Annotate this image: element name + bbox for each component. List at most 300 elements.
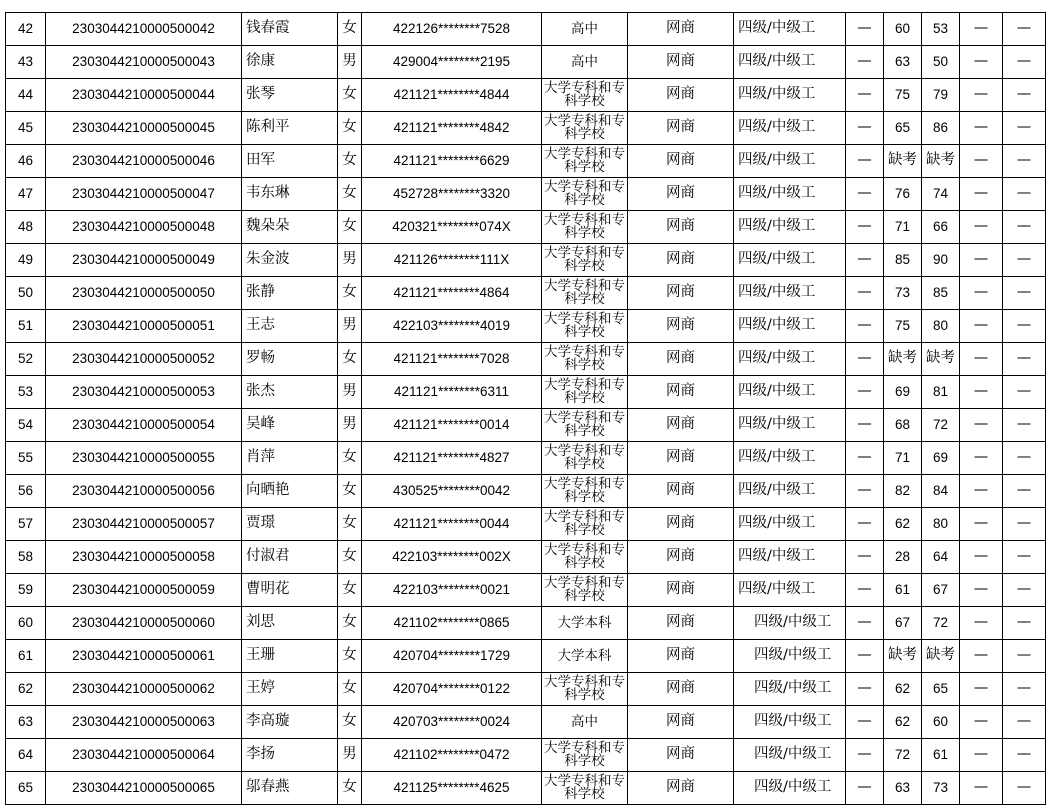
table-row xyxy=(6,640,1046,673)
dash-cell-cell: — xyxy=(960,673,1003,706)
id-card-number-cell: 421121********4842 xyxy=(362,112,542,145)
gender-cell: 女 xyxy=(338,79,362,112)
education-cell: 大学专科和专科学校 xyxy=(542,277,628,310)
practical-score-cell: 缺考 xyxy=(922,145,960,178)
skill-level-cell: 四级/中级工 xyxy=(734,442,846,475)
dash-cell-cell: — xyxy=(960,739,1003,772)
ticket-number-cell: 2303044210000500056 xyxy=(46,475,242,508)
id-card-number-cell: 429004********2195 xyxy=(362,46,542,79)
theory-score-cell: 68 xyxy=(884,409,922,442)
skill-level-cell: 四级/中级工 xyxy=(734,376,846,409)
dash-cell-cell: — xyxy=(1003,640,1046,673)
practical-score-cell: 61 xyxy=(922,739,960,772)
theory-score-cell: 75 xyxy=(884,79,922,112)
table-row xyxy=(6,178,1046,211)
candidate-name-cell: 王珊 xyxy=(242,640,338,673)
skill-level-cell: 四级/中级工 xyxy=(734,475,846,508)
gender-cell: 女 xyxy=(338,508,362,541)
ticket-number-cell: 2303044210000500057 xyxy=(46,508,242,541)
practical-score-cell: 72 xyxy=(922,409,960,442)
theory-score-cell: 72 xyxy=(884,739,922,772)
row-number-cell: 62 xyxy=(6,673,46,706)
gender-cell: 男 xyxy=(338,46,362,79)
ticket-number-cell: 2303044210000500064 xyxy=(46,739,242,772)
table-row xyxy=(6,112,1046,145)
practical-score-cell: 90 xyxy=(922,244,960,277)
theory-score-cell: 28 xyxy=(884,541,922,574)
theory-score-cell: 67 xyxy=(884,607,922,640)
id-card-number-cell: 421121********4827 xyxy=(362,442,542,475)
education-cell: 大学专科和专科学校 xyxy=(542,244,628,277)
skill-level-cell: 四级/中级工 xyxy=(734,541,846,574)
row-number-cell: 57 xyxy=(6,508,46,541)
dash-cell-cell: — xyxy=(846,607,884,640)
candidate-name-cell: 罗畅 xyxy=(242,343,338,376)
table-row xyxy=(6,376,1046,409)
dash-cell-cell: — xyxy=(846,640,884,673)
ticket-number-cell: 2303044210000500058 xyxy=(46,541,242,574)
occupation-cell: 网商 xyxy=(628,79,734,112)
candidate-name-cell: 陈利平 xyxy=(242,112,338,145)
dash-cell-cell: — xyxy=(960,442,1003,475)
dash-cell-cell: — xyxy=(846,541,884,574)
practical-score-cell: 53 xyxy=(922,13,960,46)
dash-cell-cell: — xyxy=(1003,607,1046,640)
occupation-cell: 网商 xyxy=(628,343,734,376)
candidate-name-cell: 吴峰 xyxy=(242,409,338,442)
row-number-cell: 59 xyxy=(6,574,46,607)
dash-cell-cell: — xyxy=(1003,13,1046,46)
dash-cell-cell: — xyxy=(960,409,1003,442)
gender-cell: 女 xyxy=(338,442,362,475)
ticket-number-cell: 2303044210000500046 xyxy=(46,145,242,178)
table-row xyxy=(6,409,1046,442)
dash-cell-cell: — xyxy=(846,79,884,112)
education-cell: 大学专科和专科学校 xyxy=(542,376,628,409)
dash-cell-cell: — xyxy=(960,13,1003,46)
dash-cell-cell: — xyxy=(846,244,884,277)
dash-cell-cell: — xyxy=(846,145,884,178)
table-row xyxy=(6,772,1046,805)
education-cell: 大学专科和专科学校 xyxy=(542,211,628,244)
candidate-name-cell: 徐康 xyxy=(242,46,338,79)
skill-level-cell: 四级/中级工 xyxy=(734,46,846,79)
dash-cell-cell: — xyxy=(960,145,1003,178)
table-row xyxy=(6,244,1046,277)
occupation-cell: 网商 xyxy=(628,640,734,673)
gender-cell: 女 xyxy=(338,178,362,211)
dash-cell-cell: — xyxy=(846,178,884,211)
skill-level-cell: 四级/中级工 xyxy=(734,640,846,673)
row-number-cell: 53 xyxy=(6,376,46,409)
id-card-number-cell: 422103********0021 xyxy=(362,574,542,607)
candidate-name-cell: 贾璟 xyxy=(242,508,338,541)
theory-score-cell: 71 xyxy=(884,211,922,244)
candidate-name-cell: 向晒艳 xyxy=(242,475,338,508)
ticket-number-cell: 2303044210000500054 xyxy=(46,409,242,442)
dash-cell-cell: — xyxy=(846,475,884,508)
education-cell: 大学专科和专科学校 xyxy=(542,178,628,211)
row-number-cell: 58 xyxy=(6,541,46,574)
theory-score-cell: 62 xyxy=(884,673,922,706)
results-table xyxy=(5,12,1046,805)
dash-cell-cell: — xyxy=(846,112,884,145)
skill-level-cell: 四级/中级工 xyxy=(734,508,846,541)
occupation-cell: 网商 xyxy=(628,541,734,574)
education-cell: 大学专科和专科学校 xyxy=(542,541,628,574)
id-card-number-cell: 452728********3320 xyxy=(362,178,542,211)
education-cell: 大学专科和专科学校 xyxy=(542,79,628,112)
education-cell: 高中 xyxy=(542,46,628,79)
education-cell: 大学本科 xyxy=(542,640,628,673)
row-number-cell: 63 xyxy=(6,706,46,739)
dash-cell-cell: — xyxy=(1003,112,1046,145)
dash-cell-cell: — xyxy=(960,178,1003,211)
dash-cell-cell: — xyxy=(1003,277,1046,310)
education-cell: 大学专科和专科学校 xyxy=(542,475,628,508)
dash-cell-cell: — xyxy=(846,343,884,376)
ticket-number-cell: 2303044210000500043 xyxy=(46,46,242,79)
theory-score-cell: 63 xyxy=(884,46,922,79)
practical-score-cell: 缺考 xyxy=(922,640,960,673)
candidate-name-cell: 张静 xyxy=(242,277,338,310)
dash-cell-cell: — xyxy=(1003,178,1046,211)
ticket-number-cell: 2303044210000500049 xyxy=(46,244,242,277)
table-row xyxy=(6,574,1046,607)
id-card-number-cell: 421121********0044 xyxy=(362,508,542,541)
skill-level-cell: 四级/中级工 xyxy=(734,310,846,343)
dash-cell-cell: — xyxy=(960,376,1003,409)
theory-score-cell: 缺考 xyxy=(884,145,922,178)
gender-cell: 女 xyxy=(338,574,362,607)
education-cell: 大学专科和专科学校 xyxy=(542,739,628,772)
education-cell: 大学专科和专科学校 xyxy=(542,772,628,805)
row-number-cell: 46 xyxy=(6,145,46,178)
id-card-number-cell: 421121********6629 xyxy=(362,145,542,178)
dash-cell-cell: — xyxy=(1003,541,1046,574)
table-row xyxy=(6,79,1046,112)
gender-cell: 女 xyxy=(338,673,362,706)
theory-score-cell: 73 xyxy=(884,277,922,310)
dash-cell-cell: — xyxy=(846,46,884,79)
practical-score-cell: 74 xyxy=(922,178,960,211)
table-body xyxy=(6,13,1046,805)
skill-level-cell: 四级/中级工 xyxy=(734,13,846,46)
table-row xyxy=(6,343,1046,376)
id-card-number-cell: 422103********002X xyxy=(362,541,542,574)
occupation-cell: 网商 xyxy=(628,46,734,79)
occupation-cell: 网商 xyxy=(628,244,734,277)
id-card-number-cell: 421126********111X xyxy=(362,244,542,277)
candidate-name-cell: 李扬 xyxy=(242,739,338,772)
table-row xyxy=(6,739,1046,772)
theory-score-cell: 62 xyxy=(884,508,922,541)
education-cell: 大学专科和专科学校 xyxy=(542,343,628,376)
practical-score-cell: 80 xyxy=(922,310,960,343)
dash-cell-cell: — xyxy=(960,508,1003,541)
candidate-name-cell: 曹明花 xyxy=(242,574,338,607)
education-cell: 大学专科和专科学校 xyxy=(542,673,628,706)
dash-cell-cell: — xyxy=(1003,310,1046,343)
education-cell: 高中 xyxy=(542,706,628,739)
practical-score-cell: 65 xyxy=(922,673,960,706)
id-card-number-cell: 430525********0042 xyxy=(362,475,542,508)
occupation-cell: 网商 xyxy=(628,112,734,145)
candidate-name-cell: 韦东琳 xyxy=(242,178,338,211)
table-row xyxy=(6,475,1046,508)
dash-cell-cell: — xyxy=(960,79,1003,112)
dash-cell-cell: — xyxy=(846,442,884,475)
row-number-cell: 55 xyxy=(6,442,46,475)
ticket-number-cell: 2303044210000500062 xyxy=(46,673,242,706)
dash-cell-cell: — xyxy=(960,541,1003,574)
dash-cell-cell: — xyxy=(960,310,1003,343)
skill-level-cell: 四级/中级工 xyxy=(734,211,846,244)
skill-level-cell: 四级/中级工 xyxy=(734,112,846,145)
education-cell: 大学专科和专科学校 xyxy=(542,409,628,442)
practical-score-cell: 69 xyxy=(922,442,960,475)
id-card-number-cell: 421102********0472 xyxy=(362,739,542,772)
gender-cell: 女 xyxy=(338,343,362,376)
table-row xyxy=(6,13,1046,46)
candidate-name-cell: 田军 xyxy=(242,145,338,178)
candidate-name-cell: 魏朵朵 xyxy=(242,211,338,244)
theory-score-cell: 75 xyxy=(884,310,922,343)
ticket-number-cell: 2303044210000500060 xyxy=(46,607,242,640)
dash-cell-cell: — xyxy=(960,607,1003,640)
row-number-cell: 65 xyxy=(6,772,46,805)
id-card-number-cell: 421121********0014 xyxy=(362,409,542,442)
ticket-number-cell: 2303044210000500065 xyxy=(46,772,242,805)
id-card-number-cell: 421121********4864 xyxy=(362,277,542,310)
gender-cell: 女 xyxy=(338,640,362,673)
candidate-name-cell: 刘思 xyxy=(242,607,338,640)
ticket-number-cell: 2303044210000500044 xyxy=(46,79,242,112)
skill-level-cell: 四级/中级工 xyxy=(734,244,846,277)
gender-cell: 女 xyxy=(338,145,362,178)
dash-cell-cell: — xyxy=(1003,673,1046,706)
theory-score-cell: 缺考 xyxy=(884,640,922,673)
gender-cell: 男 xyxy=(338,739,362,772)
skill-level-cell: 四级/中级工 xyxy=(734,79,846,112)
practical-score-cell: 84 xyxy=(922,475,960,508)
id-card-number-cell: 421121********4844 xyxy=(362,79,542,112)
ticket-number-cell: 2303044210000500045 xyxy=(46,112,242,145)
dash-cell-cell: — xyxy=(960,46,1003,79)
skill-level-cell: 四级/中级工 xyxy=(734,145,846,178)
practical-score-cell: 64 xyxy=(922,541,960,574)
gender-cell: 女 xyxy=(338,13,362,46)
id-card-number-cell: 422103********4019 xyxy=(362,310,542,343)
table-row xyxy=(6,673,1046,706)
skill-level-cell: 四级/中级工 xyxy=(734,772,846,805)
table-row xyxy=(6,145,1046,178)
row-number-cell: 45 xyxy=(6,112,46,145)
ticket-number-cell: 2303044210000500055 xyxy=(46,442,242,475)
dash-cell-cell: — xyxy=(960,211,1003,244)
dash-cell-cell: — xyxy=(1003,145,1046,178)
dash-cell-cell: — xyxy=(846,574,884,607)
candidate-name-cell: 付淑君 xyxy=(242,541,338,574)
gender-cell: 男 xyxy=(338,409,362,442)
id-card-number-cell: 422126********7528 xyxy=(362,13,542,46)
practical-score-cell: 缺考 xyxy=(922,343,960,376)
dash-cell-cell: — xyxy=(1003,244,1046,277)
education-cell: 大学专科和专科学校 xyxy=(542,442,628,475)
dash-cell-cell: — xyxy=(1003,475,1046,508)
dash-cell-cell: — xyxy=(1003,508,1046,541)
dash-cell-cell: — xyxy=(960,475,1003,508)
id-card-number-cell: 421121********7028 xyxy=(362,343,542,376)
gender-cell: 女 xyxy=(338,277,362,310)
table-row xyxy=(6,541,1046,574)
row-number-cell: 50 xyxy=(6,277,46,310)
id-card-number-cell: 420704********1729 xyxy=(362,640,542,673)
skill-level-cell: 四级/中级工 xyxy=(734,409,846,442)
candidate-name-cell: 李高璇 xyxy=(242,706,338,739)
gender-cell: 男 xyxy=(338,244,362,277)
dash-cell-cell: — xyxy=(960,112,1003,145)
ticket-number-cell: 2303044210000500047 xyxy=(46,178,242,211)
dash-cell-cell: — xyxy=(1003,772,1046,805)
practical-score-cell: 66 xyxy=(922,211,960,244)
gender-cell: 男 xyxy=(338,376,362,409)
skill-level-cell: 四级/中级工 xyxy=(734,673,846,706)
table-row xyxy=(6,310,1046,343)
table-row xyxy=(6,442,1046,475)
row-number-cell: 43 xyxy=(6,46,46,79)
occupation-cell: 网商 xyxy=(628,13,734,46)
occupation-cell: 网商 xyxy=(628,508,734,541)
occupation-cell: 网商 xyxy=(628,739,734,772)
candidate-name-cell: 王婷 xyxy=(242,673,338,706)
education-cell: 大学专科和专科学校 xyxy=(542,310,628,343)
gender-cell: 女 xyxy=(338,112,362,145)
education-cell: 大学专科和专科学校 xyxy=(542,508,628,541)
ticket-number-cell: 2303044210000500051 xyxy=(46,310,242,343)
education-cell: 大学专科和专科学校 xyxy=(542,574,628,607)
row-number-cell: 44 xyxy=(6,79,46,112)
dash-cell-cell: — xyxy=(1003,46,1046,79)
gender-cell: 女 xyxy=(338,706,362,739)
theory-score-cell: 82 xyxy=(884,475,922,508)
practical-score-cell: 80 xyxy=(922,508,960,541)
education-cell: 大学本科 xyxy=(542,607,628,640)
dash-cell-cell: — xyxy=(1003,343,1046,376)
dash-cell-cell: — xyxy=(1003,409,1046,442)
occupation-cell: 网商 xyxy=(628,376,734,409)
ticket-number-cell: 2303044210000500059 xyxy=(46,574,242,607)
row-number-cell: 56 xyxy=(6,475,46,508)
table-row xyxy=(6,211,1046,244)
occupation-cell: 网商 xyxy=(628,310,734,343)
dash-cell-cell: — xyxy=(960,277,1003,310)
theory-score-cell: 61 xyxy=(884,574,922,607)
row-number-cell: 52 xyxy=(6,343,46,376)
ticket-number-cell: 2303044210000500061 xyxy=(46,640,242,673)
dash-cell-cell: — xyxy=(1003,706,1046,739)
candidate-name-cell: 钱春霞 xyxy=(242,13,338,46)
table-row xyxy=(6,607,1046,640)
dash-cell-cell: — xyxy=(846,409,884,442)
dash-cell-cell: — xyxy=(960,706,1003,739)
dash-cell-cell: — xyxy=(846,277,884,310)
dash-cell-cell: — xyxy=(846,376,884,409)
education-cell: 大学专科和专科学校 xyxy=(542,145,628,178)
education-cell: 大学专科和专科学校 xyxy=(542,112,628,145)
dash-cell-cell: — xyxy=(960,772,1003,805)
theory-score-cell: 76 xyxy=(884,178,922,211)
dash-cell-cell: — xyxy=(846,673,884,706)
table-row xyxy=(6,277,1046,310)
theory-score-cell: 缺考 xyxy=(884,343,922,376)
practical-score-cell: 60 xyxy=(922,706,960,739)
occupation-cell: 网商 xyxy=(628,277,734,310)
candidate-name-cell: 邬春燕 xyxy=(242,772,338,805)
dash-cell-cell: — xyxy=(846,739,884,772)
dash-cell-cell: — xyxy=(960,574,1003,607)
table-row xyxy=(6,706,1046,739)
candidate-name-cell: 王志 xyxy=(242,310,338,343)
id-card-number-cell: 420703********0024 xyxy=(362,706,542,739)
dash-cell-cell: — xyxy=(846,706,884,739)
candidate-name-cell: 张杰 xyxy=(242,376,338,409)
skill-level-cell: 四级/中级工 xyxy=(734,178,846,211)
id-card-number-cell: 421102********0865 xyxy=(362,607,542,640)
gender-cell: 女 xyxy=(338,607,362,640)
occupation-cell: 网商 xyxy=(628,574,734,607)
dash-cell-cell: — xyxy=(960,244,1003,277)
row-number-cell: 64 xyxy=(6,739,46,772)
theory-score-cell: 65 xyxy=(884,112,922,145)
occupation-cell: 网商 xyxy=(628,475,734,508)
practical-score-cell: 67 xyxy=(922,574,960,607)
gender-cell: 男 xyxy=(338,310,362,343)
occupation-cell: 网商 xyxy=(628,607,734,640)
practical-score-cell: 73 xyxy=(922,772,960,805)
skill-level-cell: 四级/中级工 xyxy=(734,343,846,376)
ticket-number-cell: 2303044210000500063 xyxy=(46,706,242,739)
practical-score-cell: 72 xyxy=(922,607,960,640)
ticket-number-cell: 2303044210000500048 xyxy=(46,211,242,244)
occupation-cell: 网商 xyxy=(628,178,734,211)
theory-score-cell: 71 xyxy=(884,442,922,475)
row-number-cell: 47 xyxy=(6,178,46,211)
candidate-name-cell: 朱金波 xyxy=(242,244,338,277)
id-card-number-cell: 421121********6311 xyxy=(362,376,542,409)
theory-score-cell: 85 xyxy=(884,244,922,277)
ticket-number-cell: 2303044210000500052 xyxy=(46,343,242,376)
education-cell: 高中 xyxy=(542,13,628,46)
row-number-cell: 60 xyxy=(6,607,46,640)
gender-cell: 女 xyxy=(338,475,362,508)
occupation-cell: 网商 xyxy=(628,673,734,706)
candidate-name-cell: 张琴 xyxy=(242,79,338,112)
row-number-cell: 48 xyxy=(6,211,46,244)
practical-score-cell: 81 xyxy=(922,376,960,409)
dash-cell-cell: — xyxy=(1003,739,1046,772)
table-row xyxy=(6,46,1046,79)
occupation-cell: 网商 xyxy=(628,409,734,442)
occupation-cell: 网商 xyxy=(628,772,734,805)
dash-cell-cell: — xyxy=(960,640,1003,673)
occupation-cell: 网商 xyxy=(628,442,734,475)
practical-score-cell: 86 xyxy=(922,112,960,145)
gender-cell: 女 xyxy=(338,541,362,574)
skill-level-cell: 四级/中级工 xyxy=(734,706,846,739)
skill-level-cell: 四级/中级工 xyxy=(734,739,846,772)
dash-cell-cell: — xyxy=(846,772,884,805)
